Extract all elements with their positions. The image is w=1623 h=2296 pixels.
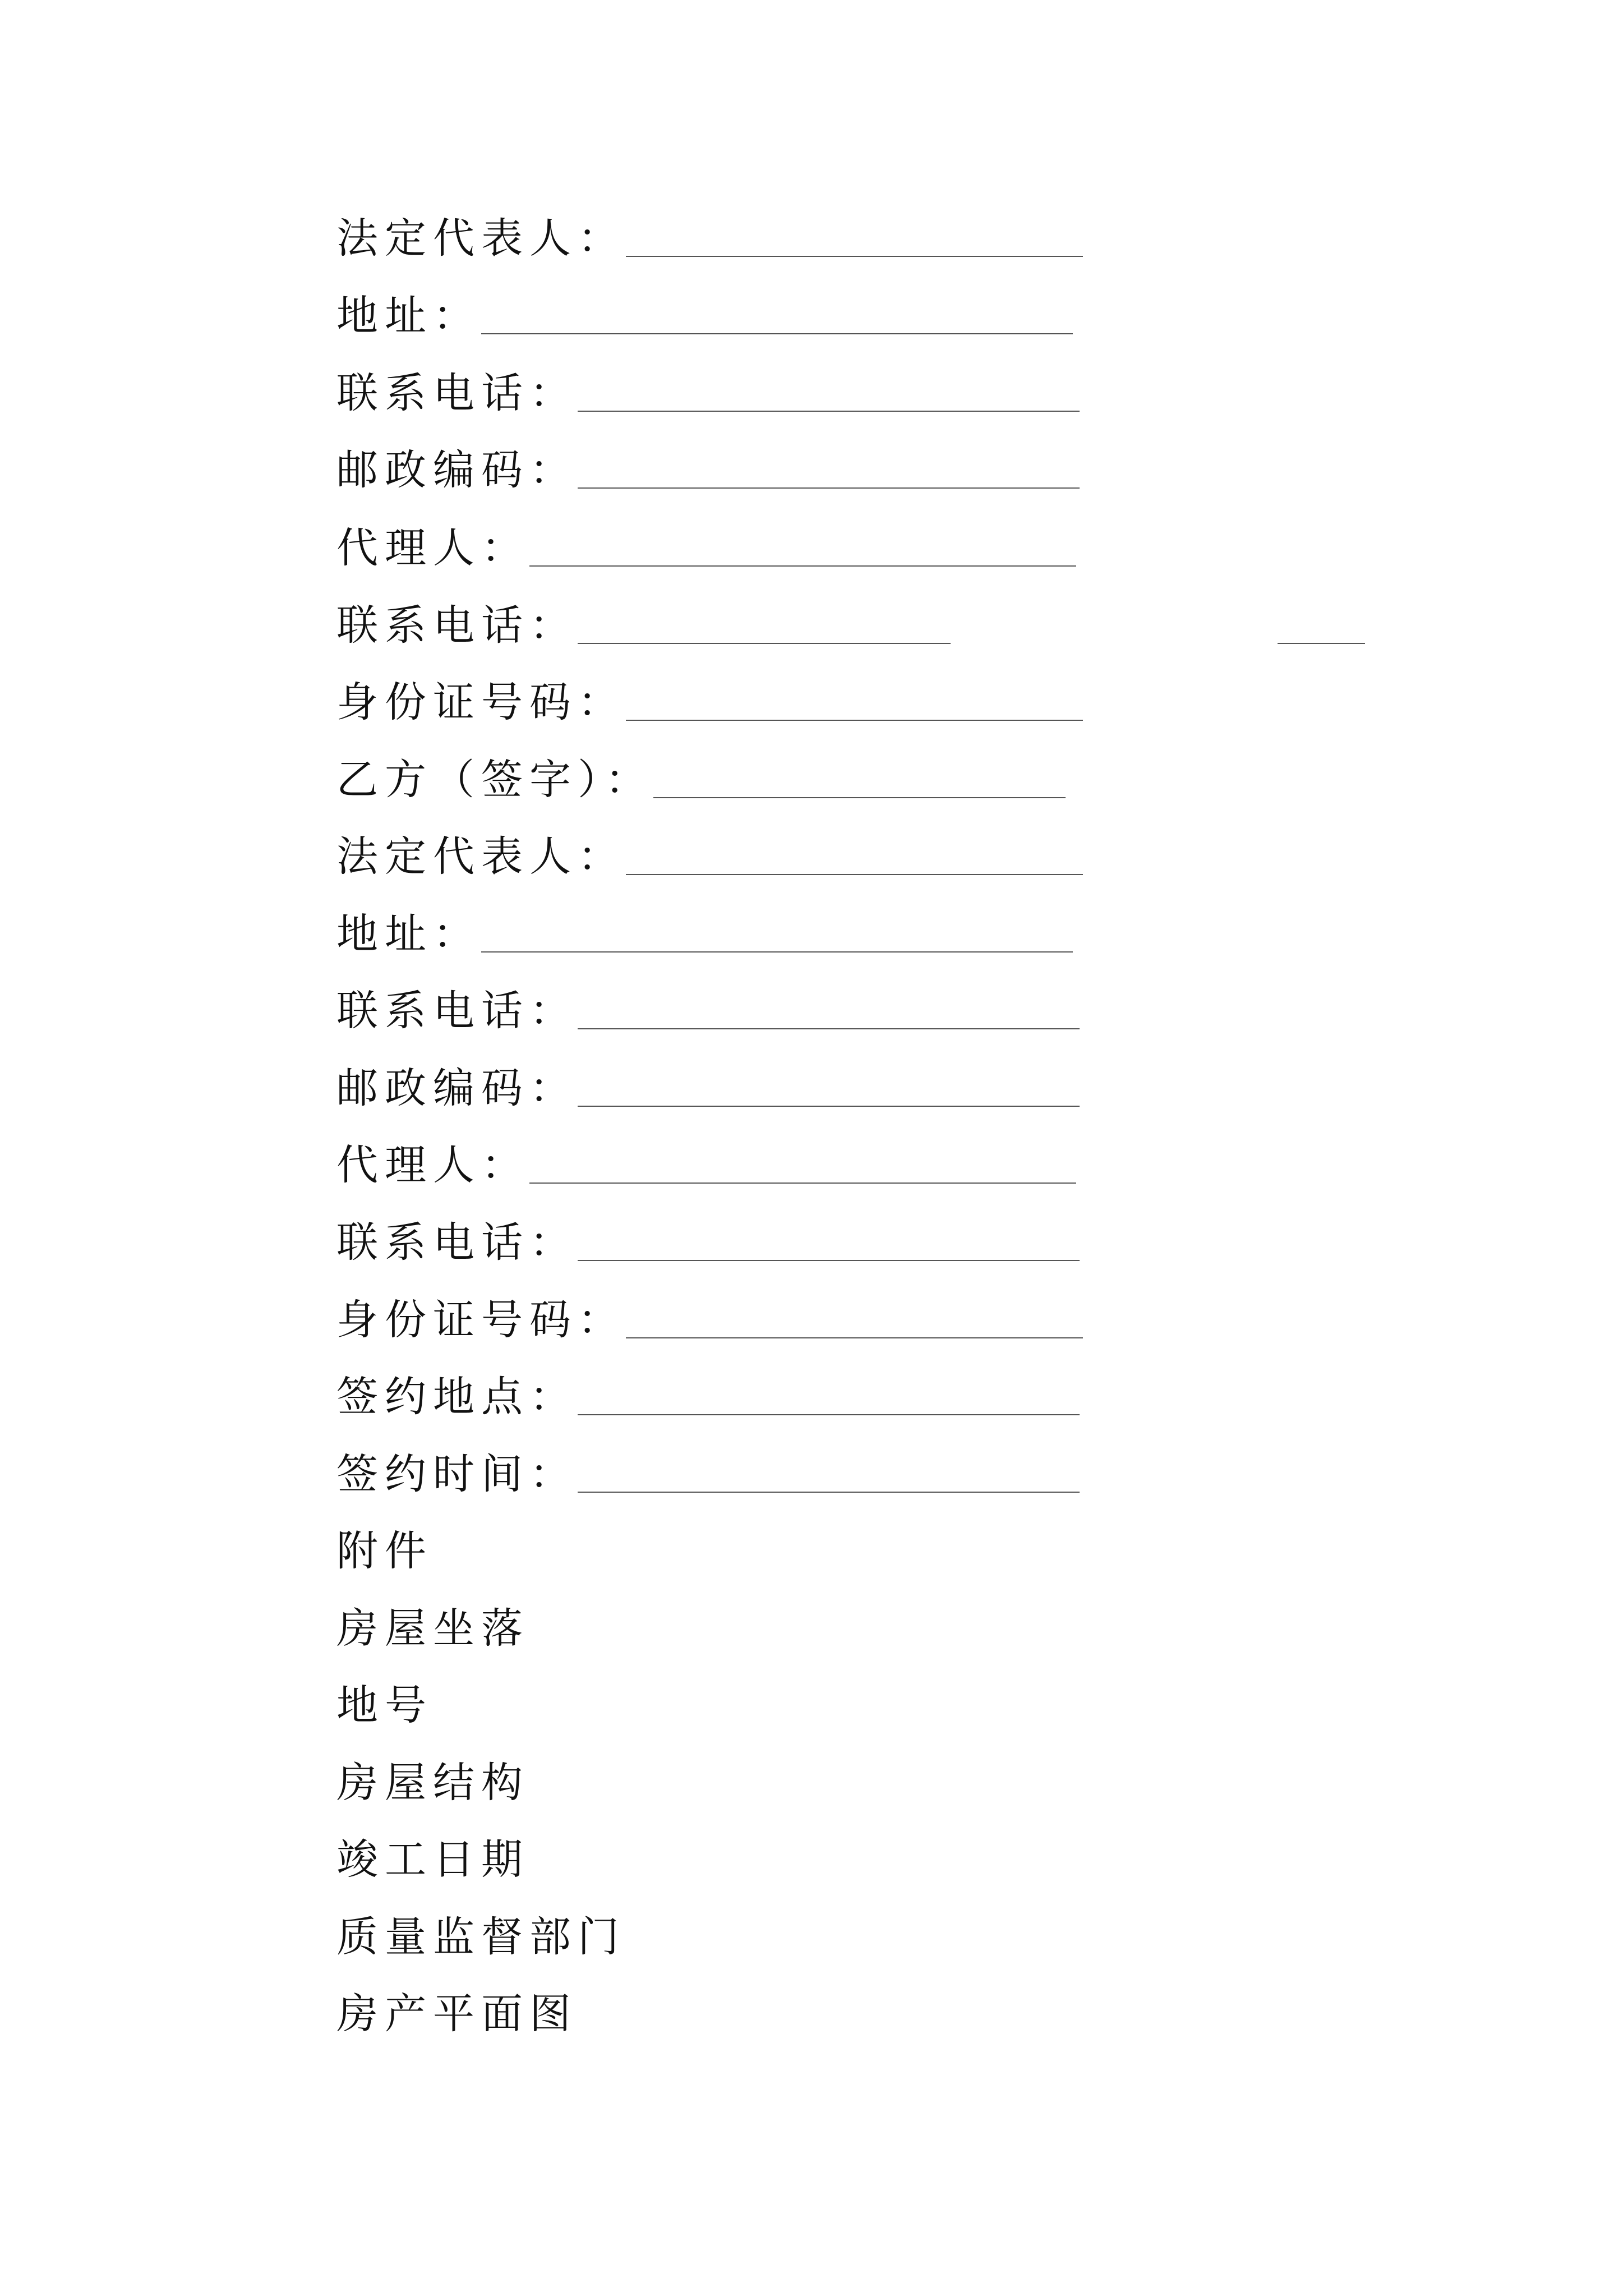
attachment-item [336,1598,529,1659]
party-b-agent-phone-label: 联系电话： [336,1218,578,1267]
party-a-id-field[interactable] [626,720,1083,721]
party-b-phone-label: 联系电话： [336,987,578,1035]
party-a-legal-rep-label: 法定代表人： [336,214,626,263]
party-b-postal-field[interactable] [578,1106,1080,1107]
party-b-id-row [336,1289,1083,1351]
signing-time-field[interactable] [578,1492,1080,1493]
party-b-legal-rep-row [336,826,1083,887]
party-a-legal-rep-row [336,208,1083,269]
signing-time-label: 签约时间： [336,1450,578,1498]
party-b-phone-row [336,980,1080,1042]
signing-place-field[interactable] [578,1414,1080,1415]
party-b-agent-label: 代理人： [336,1141,529,1189]
attachment-item [336,1752,529,1814]
party-b-sign-row [336,749,1066,811]
party-a-agent-row [336,517,1076,579]
party-b-address-field[interactable] [481,951,1073,953]
party-b-address-label: 地址： [336,910,481,958]
party-b-agent-field[interactable] [529,1182,1076,1184]
party-b-sign-label: 乙方（签字）： [336,756,653,804]
attachment-item-label: 竣工日期 [336,1835,529,1884]
stray-underline [1278,643,1365,644]
party-a-phone-field[interactable] [578,411,1080,412]
party-b-id-field[interactable] [626,1337,1083,1338]
party-a-address-row [336,285,1073,347]
party-b-phone-field[interactable] [578,1028,1080,1029]
attachment-item-label: 房屋坐落 [336,1604,529,1653]
party-b-agent-phone-row [336,1212,1080,1273]
party-a-agent-field[interactable] [529,565,1076,567]
party-b-address-row [336,903,1073,965]
attachment-item [336,1906,626,1968]
party-b-postal-label: 邮政编码： [336,1064,578,1112]
party-a-postal-field[interactable] [578,487,1080,489]
party-a-phone-row [336,362,1080,424]
party-b-legal-rep-label: 法定代表人： [336,832,626,881]
attachment-heading: 附件 [336,1527,433,1575]
party-a-id-row [336,671,1083,733]
attachment-item [336,1829,529,1890]
party-b-id-label: 身份证号码： [336,1296,626,1344]
party-b-agent-phone-field[interactable] [578,1260,1080,1261]
attachment-item-label: 房产平面图 [336,1990,578,2038]
party-a-agent-phone-field[interactable] [578,643,951,644]
party-a-agent-label: 代理人： [336,524,529,572]
party-a-address-label: 地址： [336,292,481,340]
party-b-postal-row [336,1057,1080,1119]
party-a-address-field[interactable] [481,333,1073,334]
signing-place-label: 签约地点： [336,1373,578,1421]
party-a-agent-phone-row [336,595,951,656]
party-a-id-label: 身份证号码： [336,678,626,726]
party-a-postal-row [336,439,1080,501]
attachment-heading-row [336,1520,433,1582]
signing-place-row [336,1366,1080,1428]
party-a-legal-rep-field[interactable] [626,256,1083,257]
party-a-phone-label: 联系电话： [336,369,578,417]
attachment-item-label: 质量监督部门 [336,1913,626,1961]
attachment-item-label: 地号 [336,1681,433,1729]
party-b-legal-rep-field[interactable] [626,874,1083,875]
attachment-item-label: 房屋结构 [336,1759,529,1807]
party-a-postal-label: 邮政编码： [336,446,578,494]
attachment-item [336,1983,578,2045]
party-b-sign-field[interactable] [653,797,1066,798]
attachment-item [336,1674,433,1736]
party-a-agent-phone-label: 联系电话： [336,601,578,650]
party-b-agent-row [336,1134,1076,1196]
signing-time-row [336,1443,1080,1505]
